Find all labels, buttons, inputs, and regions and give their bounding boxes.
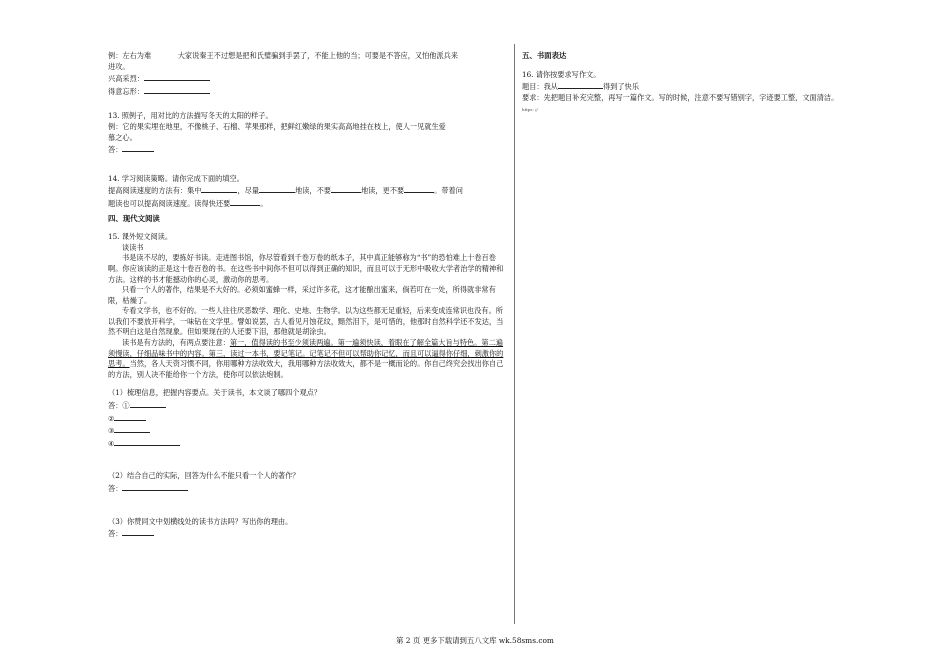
article-paragraph-1: 书是读不尽的，要拣好书读。走进图书馆，你尽管看到千卷万卷的纸本子，其中真正能够称为“书”的恐怕难上十卷百卷啊。你应该读的正是这十卷百卷的书。在这些书中间你不但可以得到正确的知识，而且可以于无形中吸收大学者治学的精神和方法。这样的书才能撼动你的心灵，激动你的思考。 [108,253,504,284]
xinggao-label: 兴高采烈： [108,74,144,84]
xinggao-blank[interactable] [144,72,210,81]
sub3-answer-label: 答： [108,529,123,539]
page-footer: 第 2 页 更多下载请到五八文库 wk.58sms.com [396,636,554,645]
deyi-line [108,85,506,98]
sub2-answer [108,482,506,495]
p4-intro: 读书是有方法的，有两点要注意： [122,338,230,348]
example-line [108,51,506,62]
sub1-label-2: ② [108,413,115,423]
xinggao-line [108,72,506,85]
q15-title: 15. 课外短文阅读。 [108,232,173,242]
p4-underlined: 第一，值得读的书至少须读两遍。第一遍须快读，着眼在了解全篇大旨与特色。第二遍须慢读，仔细品味书中的内容。第三，读过一本书，要记笔记。记笔记不但可以帮助你记忆，而且可以逼得你仔细，刺激你的思考。 [108,338,504,369]
q14-blank-4[interactable] [404,184,434,193]
tiny-note: https: // [522,107,538,113]
q14-blank-5[interactable] [230,197,260,206]
article-title: 谈读书 [122,242,144,252]
right-column [522,51,852,113]
sub1-answer-1 [108,399,506,412]
article-paragraph-2: 只看一个人的著作，结果是不大好的。必须如蜜蜂一样，采过许多花，这才能酿出蜜来，倘若叮在一处，所得就非常有限，枯燥了。 [108,285,496,305]
q13-blank[interactable] [122,143,154,152]
q14-text-f: 题读也可以提高阅读速度。读得快还要 [108,198,231,208]
q14-line-2 [108,197,506,210]
q14-text-g: 。 [260,198,268,208]
sub3-title: （3）你赞同文中划横线处的读书方法吗？写出你的理由。 [108,516,293,526]
q13-example-2: 慕之心。 [108,132,137,142]
sub1-title: （1）梳理信息，把握内容要点。关于读书，本文谈了哪四个观点？ [108,388,322,398]
example-text: 大家说秦王不过想是把和氏璧骗到手罢了，不能上他的当；可要是不答应，又怕他派兵来 [177,51,459,60]
sub1-blank-2[interactable] [114,412,146,421]
q14-text-b: ，尽量 [237,186,260,196]
q16-requirements: 要求：先把题目补充完整，再写一篇作文。写的时候，注意不要写错别字，字迹要工整，文面清洁。 [522,92,839,102]
q14-blank-1[interactable] [201,184,237,193]
p4-rest: 当然，各人天资习惯不同，你用哪种方法收效大，我用哪种方法收效大，都不是一概而论的。你自己终究会找出你自己的方法，别人决不能给你一个方法，使你可以依法炮制。 [108,359,504,379]
sub1-answer-4 [108,437,506,450]
sub1-blank-1[interactable] [130,399,166,408]
q13-answer [108,143,506,156]
sub2-title: （2）结合自己的实际，回答为什么不能只看一个人的著作？ [108,471,300,481]
example-text-cont: 进攻。 [108,61,130,71]
sub1-blank-4[interactable] [114,437,180,446]
article-paragraph-3: 专看文学书，也不好的。一些人往往厌恶数学、理化、史地、生物学。以为这些都无足重轻，后来变成连常识也没有。所以我们不要放开科学，一味钻在文学里。譬如说罢，古人看见月蚀花纹，黯然泪下，是可惜的，他那时自然科学还不发达，当然不明白这是自然现象。但如果现在的人还要下泪，那他就是胡涂虫。 [108,306,504,337]
sub1-answer-2 [108,412,506,425]
section-5-title: 五、书面表达 [522,51,567,60]
q14-text-c: 地读，不要 [295,186,331,196]
section-4-title: 四、现代文阅读 [108,213,160,223]
deyi-label: 得意忘形： [108,86,144,96]
q14-text-e: 。带着问 [434,186,463,196]
topic-prefix: 题目：我从 [522,82,558,92]
q13-example-1: 例：它的果实埋在地里，不像桃子、石榴、苹果那样，把鲜红嫩绿的果实高高地挂在枝上，使人一见就生爱 [108,121,446,131]
example-label: 例：左右为难 [108,51,152,60]
sub1-label-4: ④ [108,438,115,448]
sub3-answer [108,527,506,540]
column-divider [514,44,515,624]
left-column [108,51,506,540]
sub1-answer-3 [108,424,506,437]
sub1-label-3: ③ [108,426,115,436]
q14-title: 14. 学习阅读策略。请你完成下面的填空。 [108,173,244,183]
q14-blank-3[interactable] [331,184,361,193]
q14-blank-2[interactable] [259,184,295,193]
q13-title: 13. 照例子，用对比的方法描写冬天的太阳的样子。 [108,111,273,121]
article-paragraph-4 [108,338,506,380]
q16-title: 16. 请你按要求写作文。 [522,69,601,79]
q14-text-d: 地读，更不要 [360,186,405,196]
topic-suffix: 得到了快乐 [602,82,639,92]
q14-line-1 [108,184,506,197]
q16-topic [522,80,852,93]
sub2-blank[interactable] [122,482,188,491]
sub1-blank-3[interactable] [114,424,150,433]
topic-blank[interactable] [558,80,603,89]
sub2-answer-label: 答： [108,484,123,493]
q14-text-a: 提高阅读速度的方法有：集中 [108,186,202,196]
sub1-label-1: 答：① [108,401,130,411]
sub3-blank[interactable] [122,527,154,536]
deyi-blank[interactable] [144,85,210,94]
answer-label: 答： [108,145,123,155]
